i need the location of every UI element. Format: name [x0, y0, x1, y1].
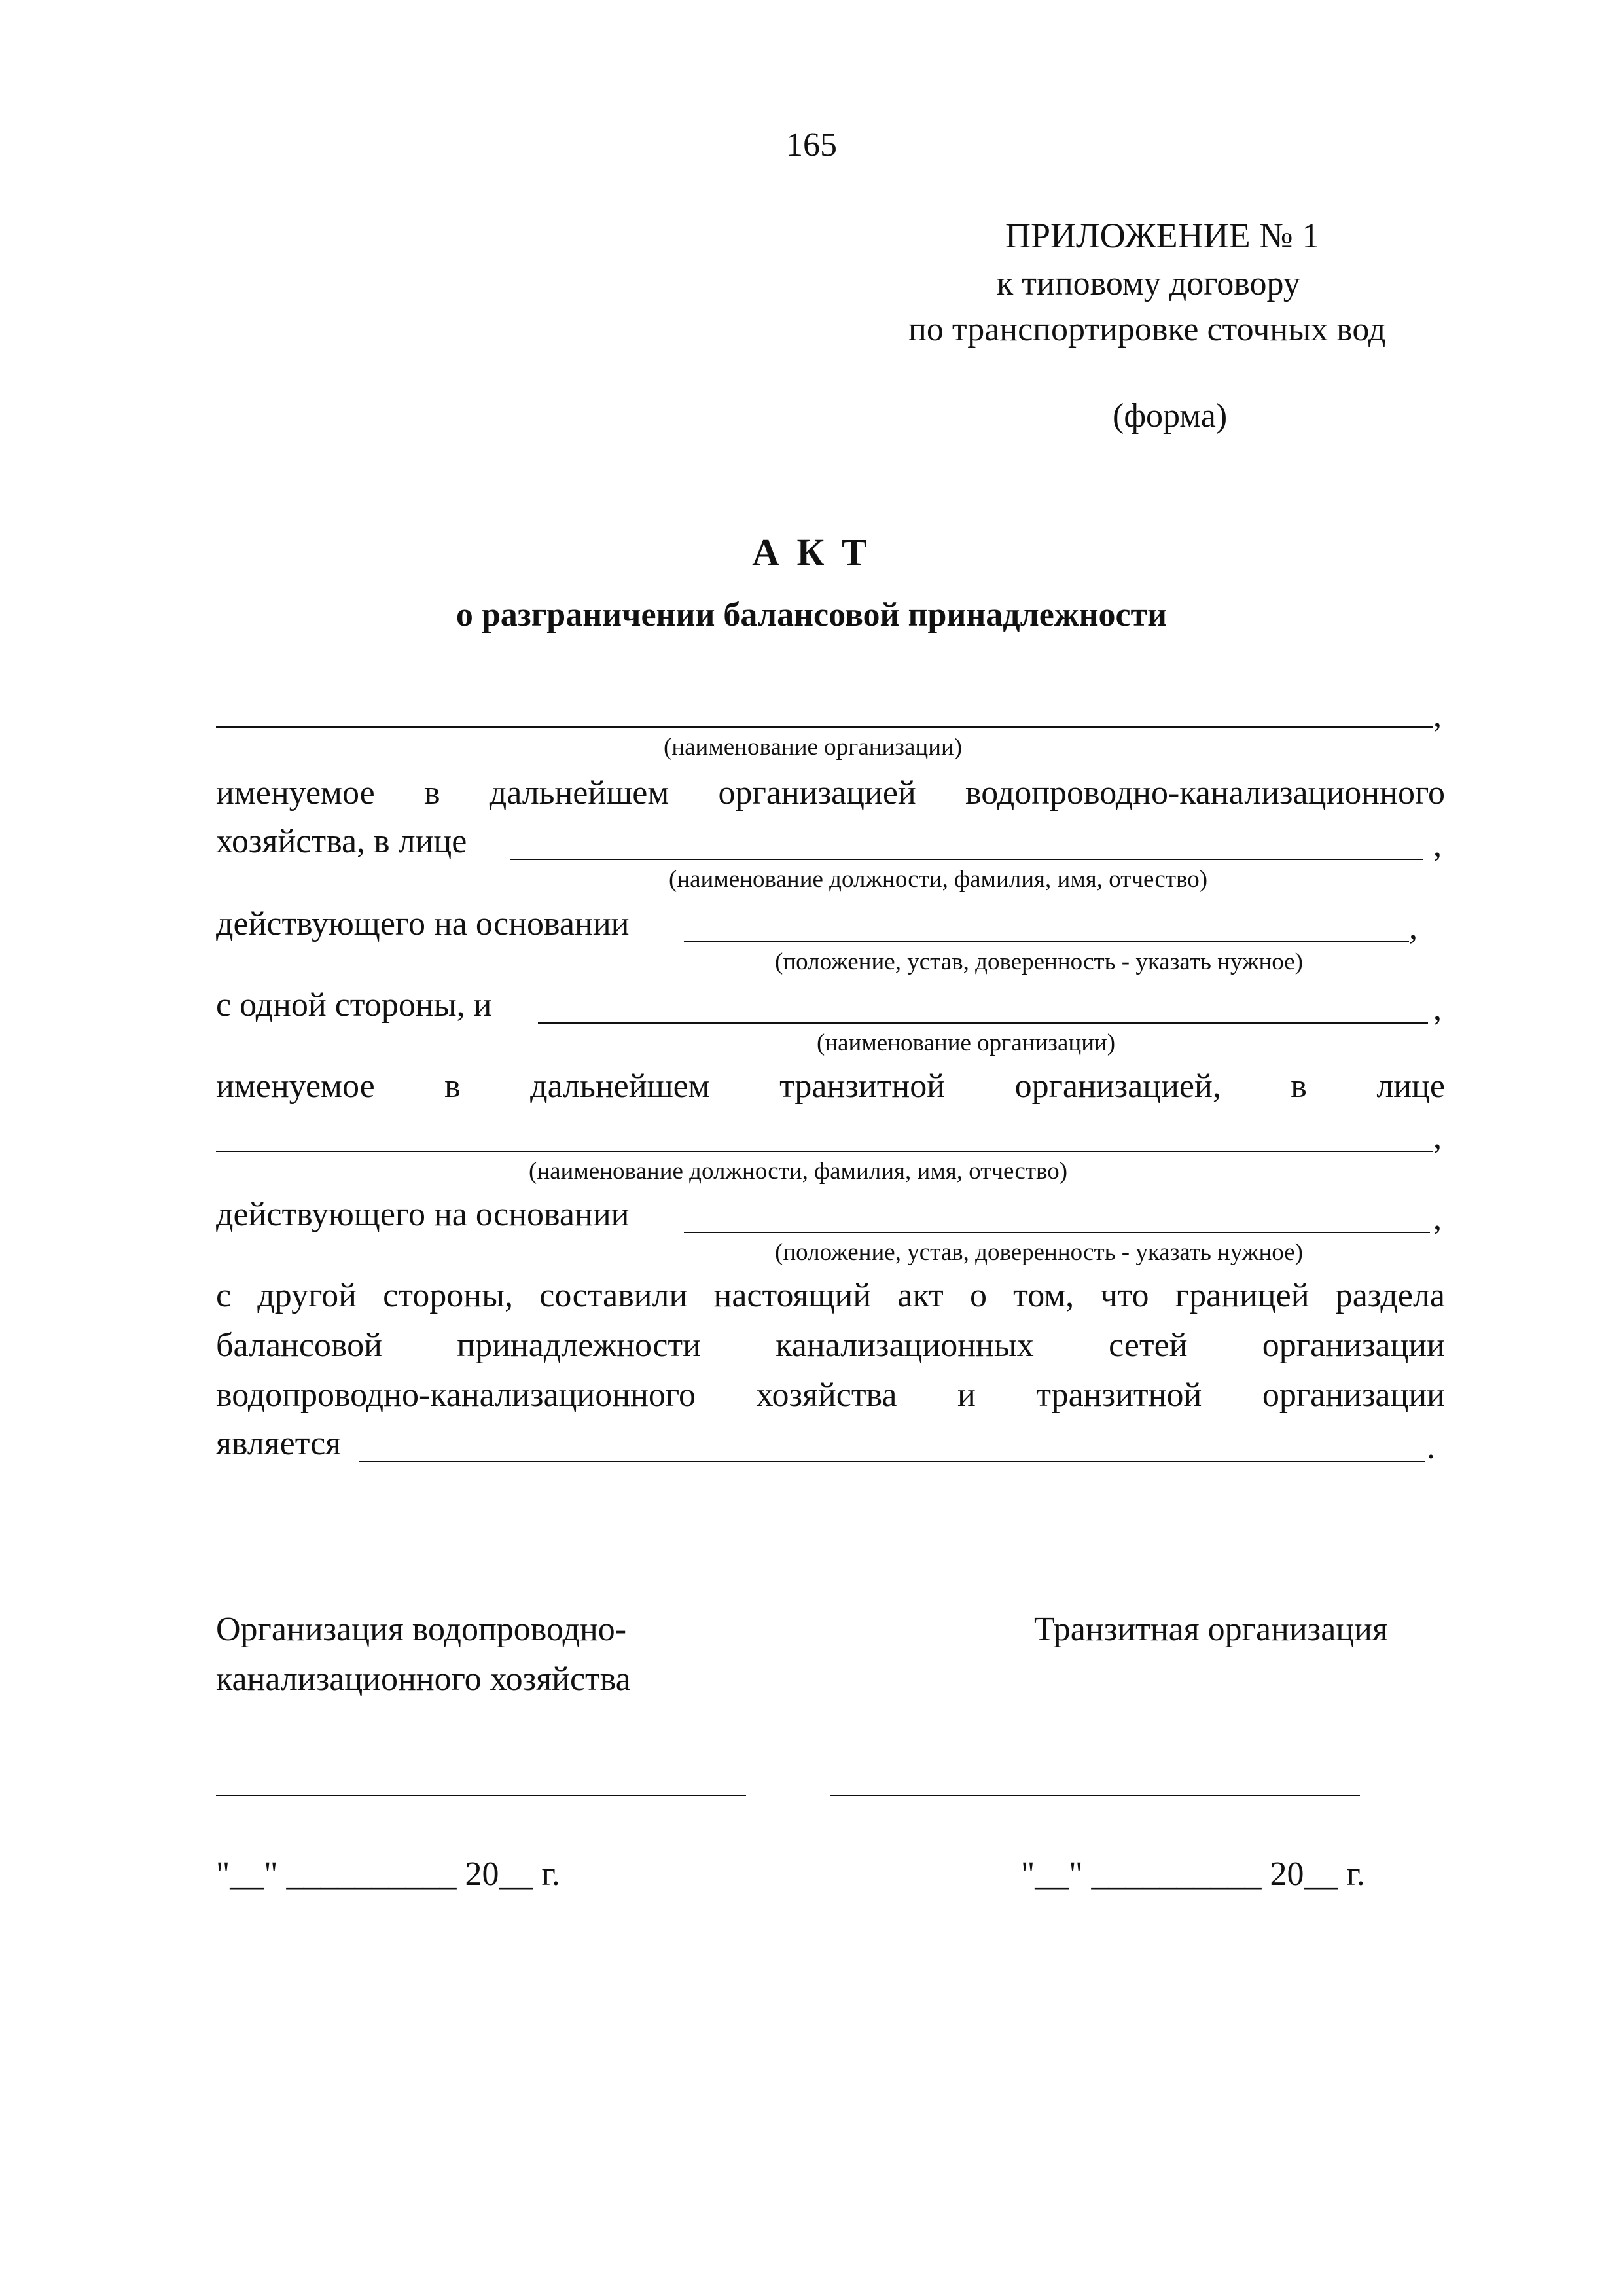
basis-field-1[interactable] [684, 941, 1409, 942]
caption-organization-1: (наименование организации) [664, 734, 963, 761]
comma: , [1433, 827, 1442, 864]
representative-field-1[interactable] [510, 859, 1423, 860]
representative-label-1: хозяйства, в лице [216, 823, 467, 860]
word: водопроводно-канализационного [216, 1376, 696, 1414]
word: границей [1175, 1277, 1310, 1314]
word: именуемое [216, 774, 375, 812]
word: канализационных [776, 1327, 1034, 1364]
word: стороны, [383, 1277, 514, 1314]
word: дальнейшем [489, 774, 669, 812]
form-label: (форма) [1113, 397, 1228, 435]
word: организации [1262, 1376, 1445, 1414]
paragraph-3-line-3 [216, 1376, 1445, 1415]
basis-field-2[interactable] [684, 1232, 1430, 1233]
boundary-field[interactable] [359, 1461, 1425, 1462]
signature-left-title-2: канализационного хозяйства [216, 1660, 631, 1698]
word: о [969, 1277, 987, 1314]
caption-person-2: (наименование должности, фамилия, имя, отчество) [529, 1158, 1068, 1185]
word: организации [1262, 1327, 1445, 1364]
word: водопроводно-канализационного [965, 774, 1445, 812]
word: акт [897, 1277, 944, 1314]
word: том, [1013, 1277, 1075, 1314]
organization-name-field-1[interactable] [216, 726, 1433, 728]
signature-right-title: Транзитная организация [1034, 1611, 1388, 1648]
acting-basis-label-2: действующего на основании [216, 1196, 630, 1233]
comma: , [1433, 990, 1442, 1028]
word: балансовой [216, 1327, 382, 1364]
word: настоящий [713, 1277, 872, 1314]
word: сетей [1109, 1327, 1188, 1364]
signature-right-line[interactable] [830, 1795, 1360, 1796]
paragraph-3-line-2 [216, 1326, 1445, 1365]
date-left[interactable]: "__" __________ 20__ г. [216, 1856, 560, 1893]
word: и [957, 1376, 976, 1414]
comma: , [1409, 909, 1418, 946]
word: другой [257, 1277, 357, 1314]
word: принадлежности [457, 1327, 701, 1364]
comma: , [1433, 697, 1442, 734]
signature-left-title-1: Организация водопроводно- [216, 1611, 627, 1648]
word: хозяйства [756, 1376, 897, 1414]
word: составили [539, 1277, 688, 1314]
word: что [1100, 1277, 1149, 1314]
appendix-line-3: по транспортировке сточных вод [908, 311, 1386, 348]
word: организацией, [1014, 1067, 1221, 1105]
word: раздела [1335, 1277, 1445, 1314]
caption-basis-1: (положение, устав, доверенность - указать нужное) [775, 948, 1303, 975]
signature-left-line[interactable] [216, 1795, 746, 1796]
organization-name-field-2[interactable] [538, 1022, 1428, 1024]
page-number: 165 [786, 126, 837, 164]
representative-field-2[interactable] [216, 1151, 1433, 1152]
paragraph-3-line-1 [216, 1276, 1445, 1316]
document-subtitle: о разграничении балансовой принадлежности [455, 596, 1168, 634]
word: организацией [718, 774, 916, 812]
document-title: А К Т [752, 531, 871, 573]
date-right[interactable]: "__" __________ 20__ г. [1021, 1856, 1365, 1893]
paragraph-2-line-1 [216, 1067, 1445, 1106]
one-side-label: с одной стороны, и [216, 986, 492, 1024]
word: в [444, 1067, 461, 1105]
word: в [423, 774, 440, 812]
caption-basis-2: (положение, устав, доверенность - указать нужное) [775, 1239, 1303, 1266]
word: именуемое [216, 1067, 375, 1105]
word: с [216, 1277, 232, 1314]
caption-organization-2: (наименование организации) [817, 1030, 1116, 1056]
paragraph-1-line-1 [216, 774, 1445, 813]
acting-basis-label-1: действующего на основании [216, 905, 630, 942]
word: в [1291, 1067, 1307, 1105]
caption-person-1: (наименование должности, фамилия, имя, отчество) [669, 866, 1208, 893]
comma: , [1433, 1119, 1442, 1156]
appendix-title: ПРИЛОЖЕНИЕ № 1 [1005, 216, 1320, 255]
word: дальнейшем [530, 1067, 710, 1105]
word: транзитной [1036, 1376, 1202, 1414]
word: транзитной [779, 1067, 946, 1105]
period: . [1427, 1429, 1435, 1466]
word: лице [1376, 1067, 1445, 1105]
appendix-line-2: к типовому договору [997, 265, 1300, 302]
comma: , [1433, 1200, 1442, 1237]
boundary-label: является [216, 1425, 342, 1462]
